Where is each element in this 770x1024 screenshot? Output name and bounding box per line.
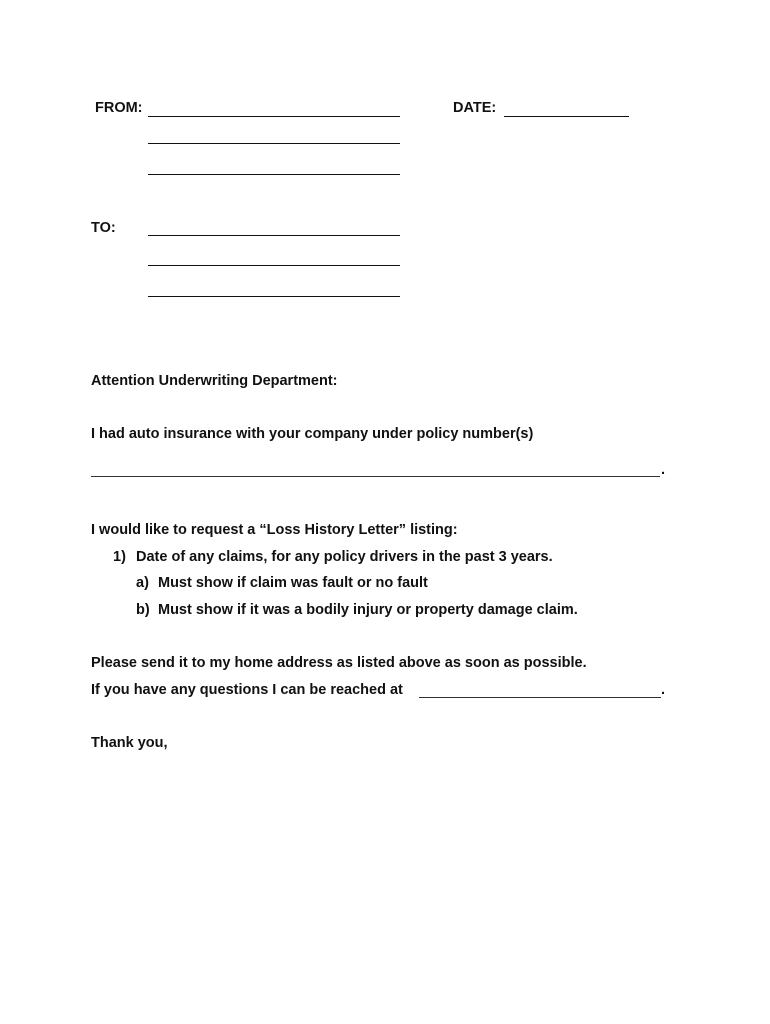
list-item-a-marker: a) <box>136 575 149 591</box>
date-line[interactable] <box>504 116 629 117</box>
from-line-3[interactable] <box>148 174 400 175</box>
contact-line[interactable] <box>419 697 661 698</box>
date-label: DATE: <box>453 100 497 116</box>
to-line-3[interactable] <box>148 296 400 297</box>
list-item-1-marker: 1) <box>113 549 126 565</box>
reach-text: If you have any questions I can be reached at <box>91 682 403 698</box>
list-item-1: Date of any claims, for any policy drivers in the past 3 years. <box>136 549 553 565</box>
send-request-text: Please send it to my home address as listed above as soon as possible. <box>91 655 587 671</box>
attention-line: Attention Underwriting Department: <box>91 373 338 389</box>
from-label: FROM: <box>95 100 143 116</box>
list-item-a: Must show if claim was fault or no fault <box>158 575 428 591</box>
period-2: . <box>661 682 666 698</box>
intro-text: I had auto insurance with your company under policy number(s) <box>91 426 534 442</box>
request-text: I would like to request a “Loss History Letter” listing: <box>91 522 458 538</box>
to-label: TO: <box>91 220 116 236</box>
closing-text: Thank you, <box>91 735 168 751</box>
to-line-1[interactable] <box>148 235 400 236</box>
list-item-b: Must show if it was a bodily injury or property damage claim. <box>158 602 578 618</box>
policy-number-line[interactable] <box>91 476 660 477</box>
from-line-2[interactable] <box>148 143 400 144</box>
from-line-1[interactable] <box>148 116 400 117</box>
to-line-2[interactable] <box>148 265 400 266</box>
list-item-b-marker: b) <box>136 602 150 618</box>
period-1: . <box>661 462 666 478</box>
